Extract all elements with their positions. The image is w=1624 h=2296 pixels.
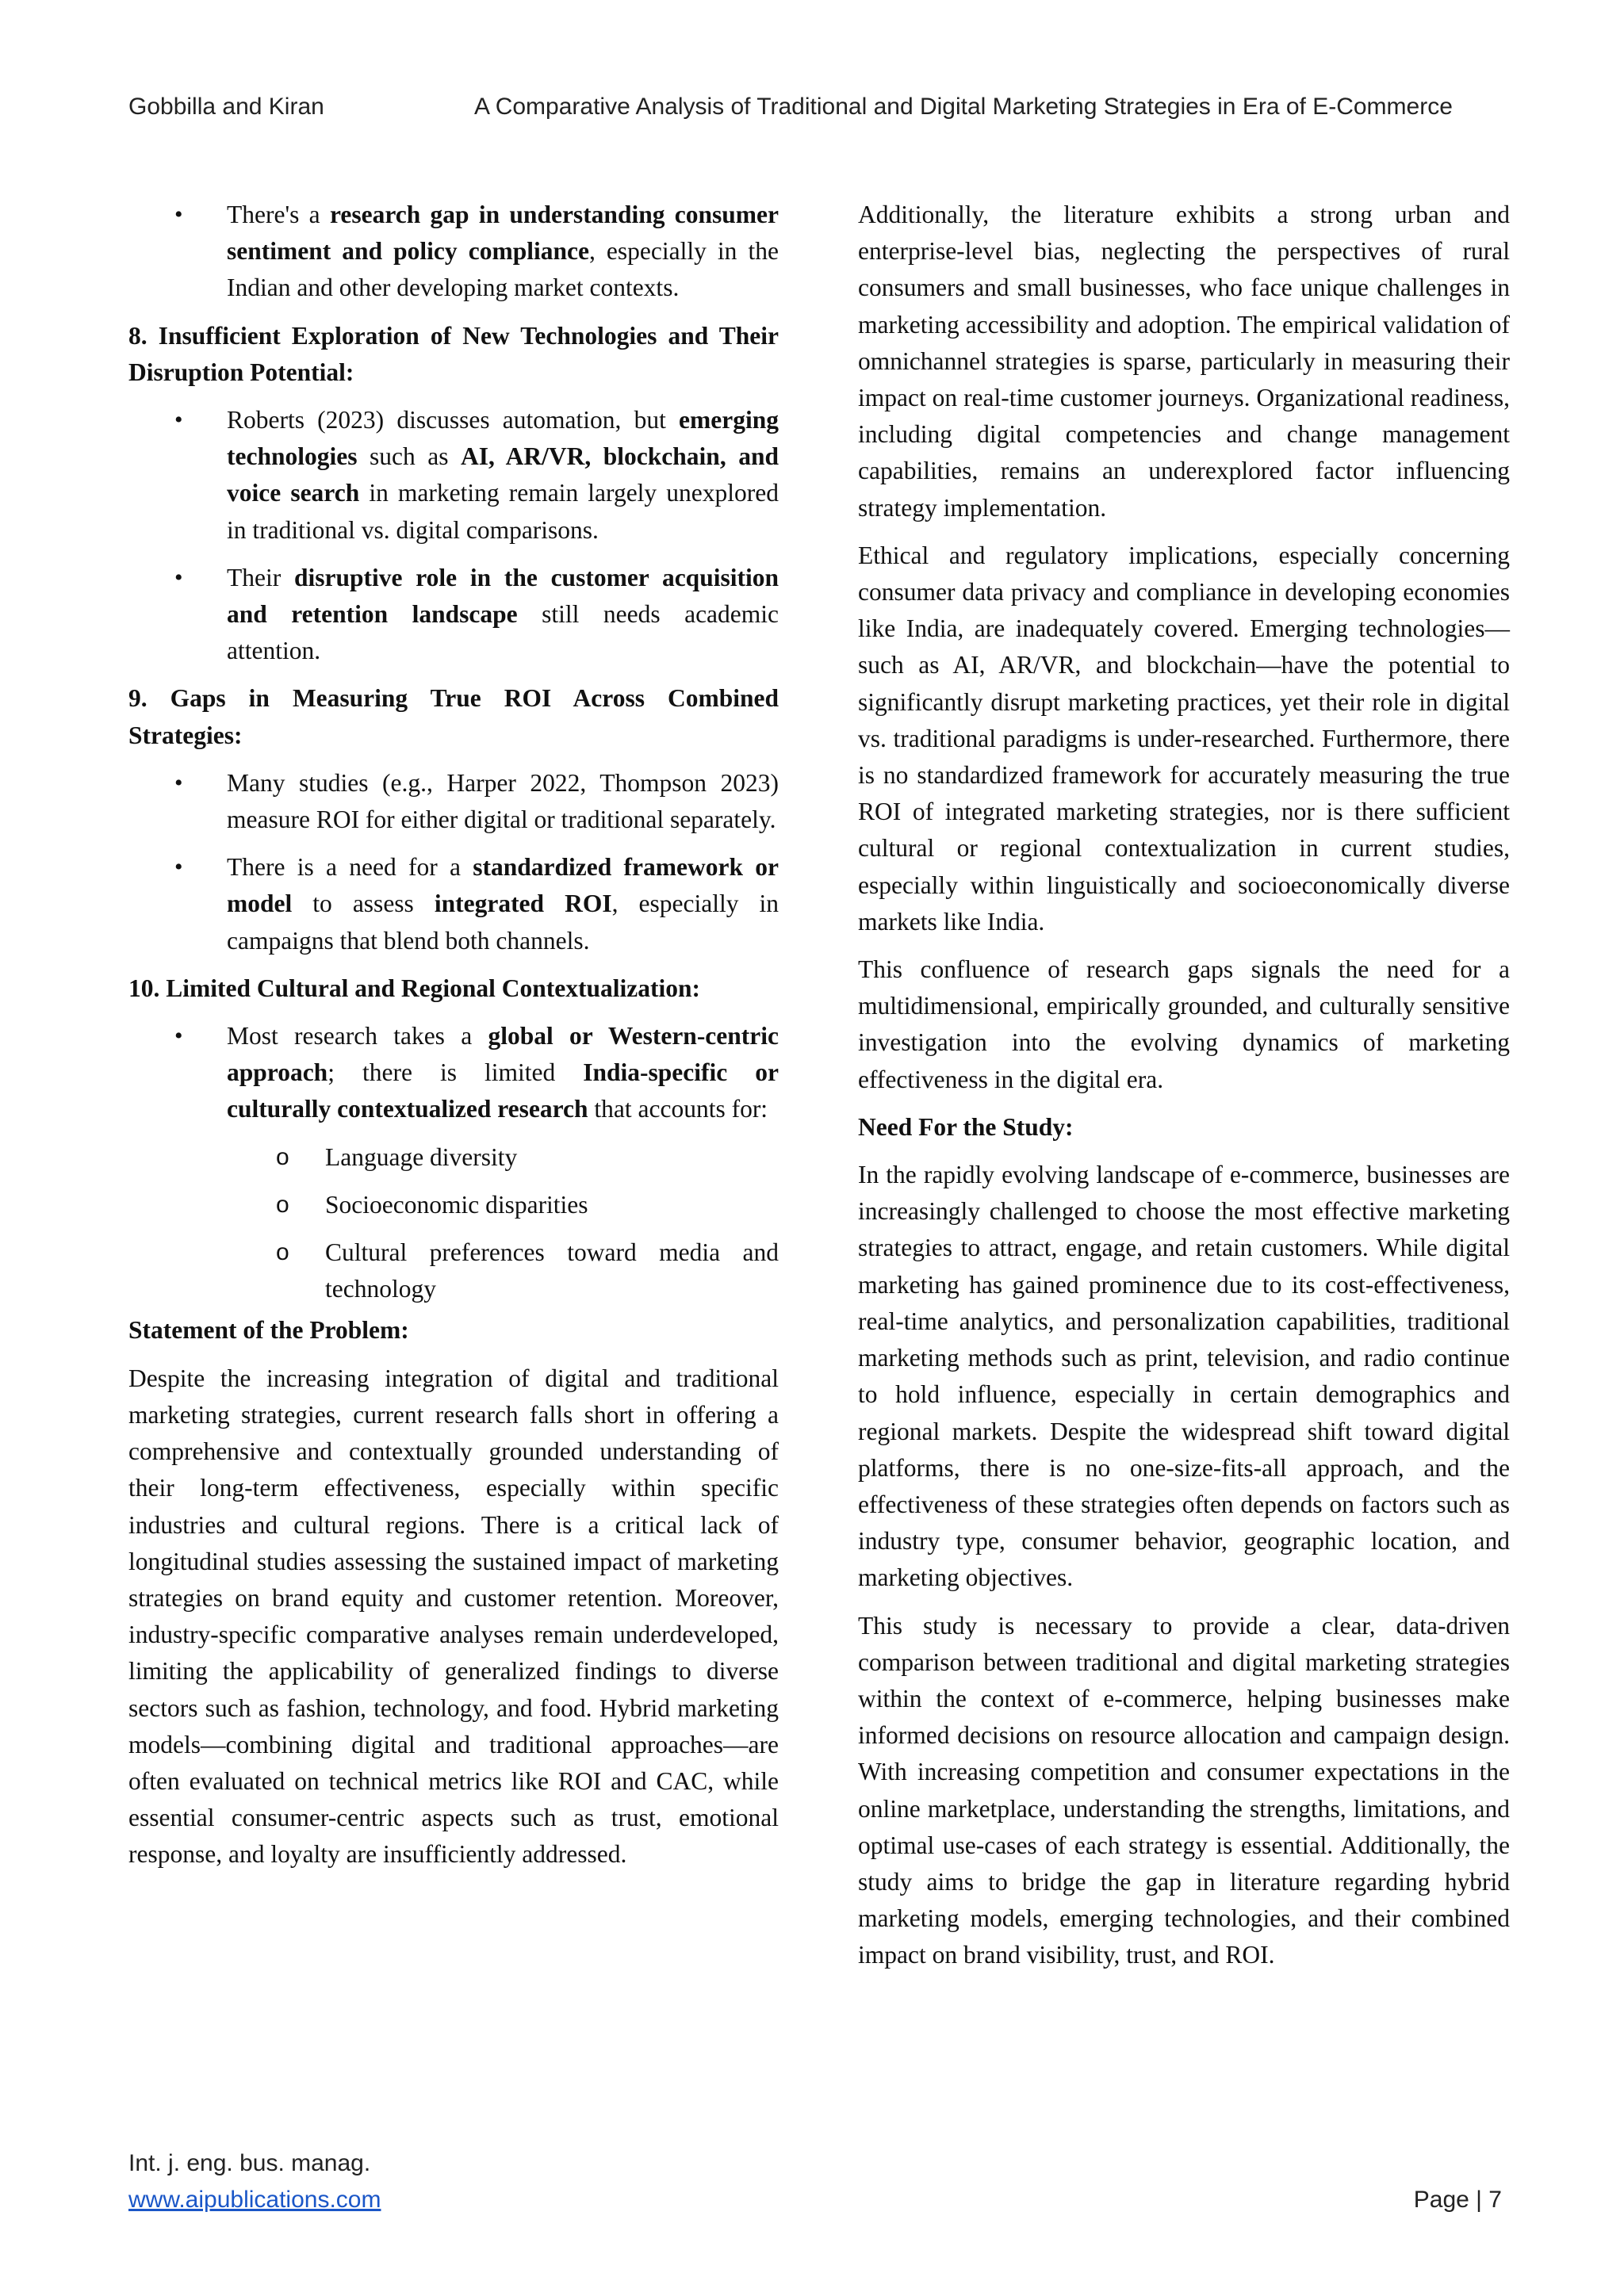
running-header bbox=[128, 94, 1508, 133]
bullet-icon: • bbox=[174, 854, 183, 881]
problem-heading: Statement of the Problem: bbox=[128, 1316, 409, 1345]
bullet-icon: • bbox=[174, 201, 183, 228]
paragraph-need-2: This study is necessary to provide a clear, data-driven comparison between traditional and digital marketing strategies within the context of e-commerce, helping businesses make informed decisions on resource allocation and campaign design. With increasing competition and consumer expectations in the online marketplace, understanding the strengths, limitations, and optimal use-cases of each strategy is essential. Additionally, the study aims to bridge the gap in literature regarding hybrid marketing models, emerging technologies, and their combined impact on brand visibility, trust, and ROI. bbox=[858, 1611, 1510, 1969]
bullet-icon: • bbox=[174, 564, 183, 591]
need-heading: Need For the Study: bbox=[858, 1112, 1074, 1141]
paragraph-need-1: In the rapidly evolving landscape of e-commerce, businesses are increasingly challenged to choose the most effective marketing strategies to attract, engage, and retain customers. While digital marketing has gained prominence due to its cost-effectiveness, real-time analytics, and personalization capabilities, traditional marketing methods such as print, television, and radio continue to hold influence, especially in certain demographics and regional markets. Despite the widespread shift toward digital platforms, there is no one-size-fits-all approach, and the effectiveness of these strategies often depends on factors such as industry type, consumer behavior, geographic location, and marketing objectives. bbox=[858, 1161, 1510, 1592]
paragraph-confluence: This confluence of research gaps signals the need for a multidimensional, empirically grounded, and culturally sensitive investigation into the evolving dynamics of marketing effectiveness in the digital era. bbox=[858, 955, 1510, 1093]
sub-bullet-item: o Cultural preferences toward media and technology bbox=[128, 1234, 779, 1307]
bullet-item: • Most research takes a global or Western-centric approach; there is limited India-specific or culturally contextualized research that accounts for: bbox=[128, 1018, 779, 1128]
bullet-icon: • bbox=[174, 407, 183, 434]
section-heading-8: 8. Insufficient Exploration of New Technologies and Their Disruption Potential: bbox=[128, 321, 779, 386]
bullet-item: • Their disruptive role in the customer acquisition and retention landscape still needs academic attention. bbox=[128, 560, 779, 670]
right-column bbox=[858, 197, 1510, 1985]
header-authors: Gobbilla and Kiran bbox=[128, 94, 324, 120]
left-column bbox=[128, 197, 779, 1885]
bullet-icon: • bbox=[174, 769, 183, 796]
footer-website-link[interactable]: www.aipublications.com bbox=[128, 2187, 381, 2213]
section-heading-9: 9. Gaps in Measuring True ROI Across Combined Strategies: bbox=[128, 684, 779, 749]
problem-paragraph: Despite the increasing integration of digital and traditional marketing strategies, current research falls short in offering a comprehensive and contextually grounded understanding of their long-term effectiveness, especially within specific industries and cultural regions. There is a critical lack of longitudinal studies assessing the sustained impact of marketing strategies on brand equity and customer retention. Moreover, industry-specific comparative analyses remain underdeveloped, limiting the applicability of generalized findings to diverse sectors such as fashion, technology, and food. Hybrid marketing models—combining digital and traditional approaches—are often evaluated on technical metrics like ROI and CAC, while essential consumer-centric aspects such as trust, emotional response, and loyalty are insufficiently addressed. bbox=[128, 1364, 779, 1869]
header-title: A Comparative Analysis of Traditional and Digital Marketing Strategies in Era of E-Commerce bbox=[474, 94, 1453, 120]
sub-bullet-item: o Language diversity bbox=[128, 1139, 779, 1176]
bullet-icon: • bbox=[174, 1023, 183, 1050]
paragraph-urban-bias: Additionally, the literature exhibits a strong urban and enterprise-level bias, neglecting the perspectives of rural consumers and small businesses, who face unique challenges in marketing accessibility and adoption. The empirical validation of omnichannel strategies is sparse, particularly in measuring their impact on real-time customer journeys. Organizational readiness, including digital competencies and change management capabilities, remains an underexplored factor influencing strategy implementation. bbox=[858, 201, 1510, 522]
section-heading-10: 10. Limited Cultural and Regional Contextualization: bbox=[128, 974, 701, 1002]
page-number: Page | 7 bbox=[1413, 2187, 1502, 2213]
paragraph-ethical-regulatory: Ethical and regulatory implications, especially concerning consumer data privacy and compliance in developing economies like India, are inadequately covered. Emerging technologies—such as AI, AR/VR, and blockchain—have the potential to significantly disrupt marketing practices, yet their role in digital vs. traditional paradigms is under-researched. Furthermore, there is no standardized framework for accurately measuring the true ROI of integrated marketing strategies, nor is there sufficient cultural or regional contextualization in current studies, especially within linguistically and socioeconomically diverse markets like India. bbox=[858, 541, 1510, 936]
sub-bullet-item: o Socioeconomic disparities bbox=[128, 1187, 779, 1223]
circle-bullet-icon: o bbox=[276, 1239, 289, 1266]
bullet-item: • There's a research gap in understanding consumer sentiment and policy compliance, especially in the Indian and other developing market contexts. bbox=[128, 197, 779, 307]
bullet-item: • Roberts (2023) discusses automation, but emerging technologies such as AI, AR/VR, blockchain, and voice search in marketing remain largely unexplored in traditional vs. digital comparisons. bbox=[128, 402, 779, 549]
bullet-item: • There is a need for a standardized framework or model to assess integrated ROI, especially in campaigns that blend both channels. bbox=[128, 849, 779, 959]
footer-journal: Int. j. eng. bus. manag. bbox=[128, 2150, 371, 2176]
bullet-item: • Many studies (e.g., Harper 2022, Thompson 2023) measure ROI for either digital or traditional separately. bbox=[128, 765, 779, 838]
circle-bullet-icon: o bbox=[276, 1143, 289, 1170]
circle-bullet-icon: o bbox=[276, 1191, 289, 1218]
